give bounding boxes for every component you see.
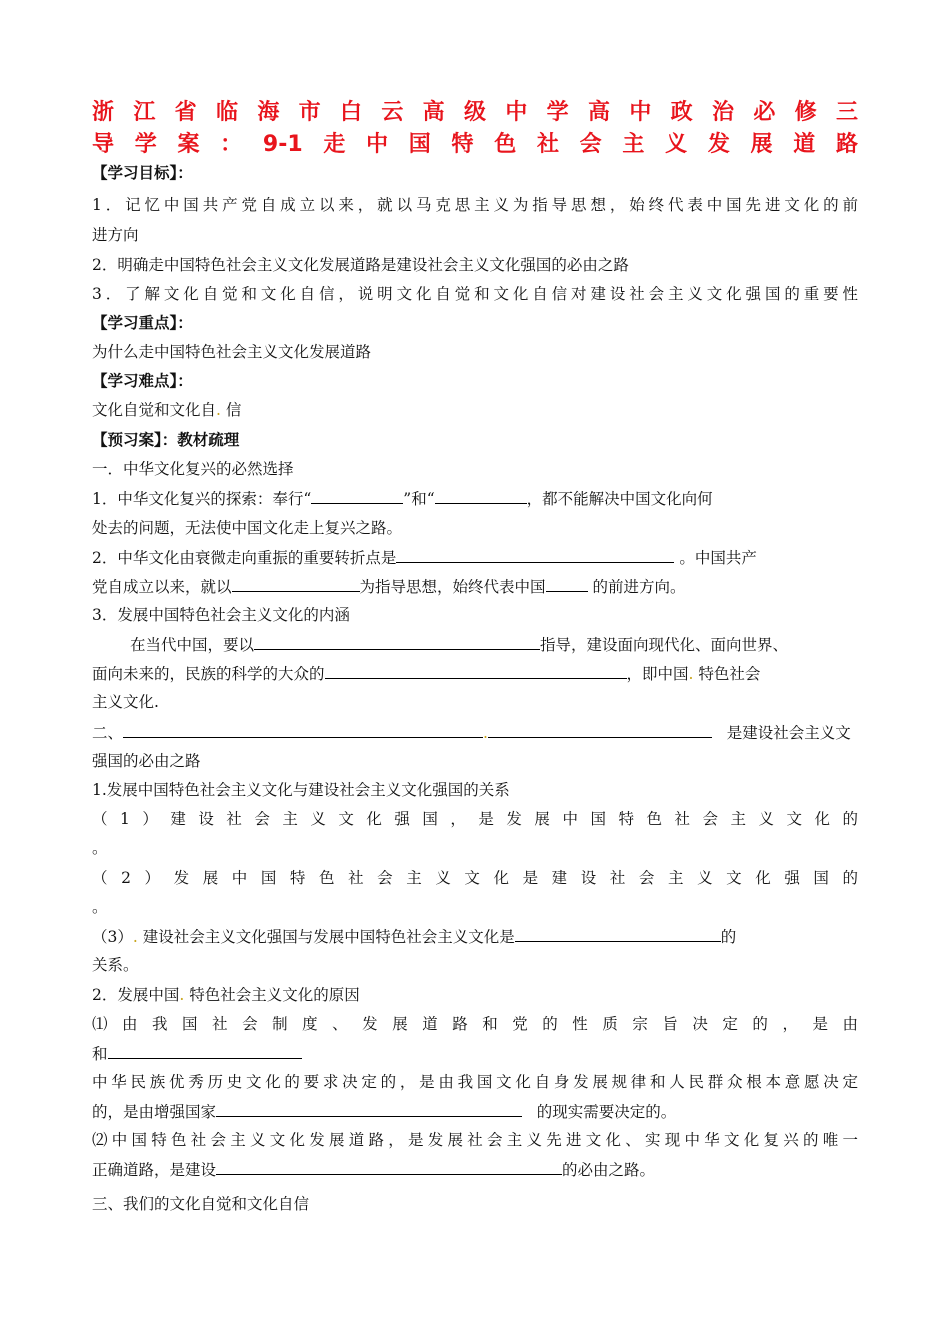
s2-item-1-3-cont: 关系。 [92, 956, 139, 974]
s2-item-2-1-line-3: 中华民族优秀历史文化的要求决定的，是由我国文化自身发展规律和人民群众根本意愿决定 [92, 1073, 858, 1091]
section-3-title: 三、我们的文化自觉和文化自信 [92, 1195, 310, 1213]
s2-item-2-2-text-c: 的必由之路。 [562, 1161, 656, 1179]
s1-item-3-line-1 [130, 634, 788, 655]
s1-item-3-line-3: 主义文化. [92, 693, 159, 711]
s1-item-2 [92, 547, 757, 568]
section-1-title: 一．中华文化复兴的必然选择 [92, 460, 294, 478]
s1-item-2-cont [92, 576, 685, 597]
s2-item-2-text-a: 2．发展中国 [92, 986, 180, 1004]
s2-item-1-3-text-b: 建设社会主义文化强国与发展中国特色社会主义文化是 [142, 928, 515, 946]
blank-field[interactable] [325, 663, 627, 679]
s1-item-3-text-b: 指导，建设面向现代化、面向世界、 [540, 636, 789, 654]
s2-item-1-3-text-a: （3） [92, 928, 133, 946]
stray-dot: . [132, 928, 138, 946]
s2-item-1-1: （1）建设社会主义文化强国，是发展中国特色社会主义文化的 [92, 810, 858, 828]
s1-item-2-text-b: 。中国共产 [679, 549, 757, 567]
s1-item-3-line-2 [92, 663, 760, 684]
s2-item-2-1-text-d: 的，是由增强国家 [92, 1103, 217, 1121]
stray-dot: . [216, 401, 221, 419]
s1-item-2-text-e: 的前进方向。 [592, 578, 686, 596]
blank-field[interactable] [311, 488, 403, 504]
section-2-prefix: 二、 [92, 724, 124, 742]
s1-item-1-text-c: ，都不能解决中国文化向何 [526, 490, 713, 508]
preview-header: 【预习案】：教材疏理 [92, 431, 240, 449]
stray-dot: . [179, 986, 185, 1004]
key-points-header: 【学习重点】： [92, 314, 193, 332]
section-2-text-b: 是建设社会主义文 [726, 724, 851, 742]
blank-field[interactable] [546, 576, 588, 592]
blank-field[interactable] [216, 1101, 522, 1117]
s2-item-1-2: （2）发展中国特色社会主义文化是建设社会主义文化强国的 [92, 869, 858, 887]
goal-item-3: 3．了解文化自觉和文化自信，说明文化自觉和文化自信对建设社会主义文化强国的重要性 [92, 285, 858, 303]
difficult-points-text [92, 400, 241, 420]
s1-item-1-text-a: 1．中华文化复兴的探索：奉行“ [92, 490, 312, 508]
key-points-text: 为什么走中国特色社会主义文化发展道路 [92, 343, 372, 361]
s2-item-1-1-end: 。 [92, 839, 108, 857]
s2-item-1-2-end: 。 [92, 898, 108, 916]
s1-item-3-text-a: 在当代中国，要以 [130, 636, 255, 654]
difficult-points-header: 【学习难点】： [92, 372, 193, 390]
s2-item-2-text-b: 特色社会主义文化的原因 [189, 986, 360, 1004]
s2-item-2-1-line-4 [92, 1101, 676, 1122]
difficult-text-b: 信 [225, 401, 242, 419]
s1-item-2-text-d: 为指导思想，始终代表中国 [359, 578, 546, 596]
s1-item-1-cont: 处去的问题，无法使中国文化走上复兴之路。 [92, 519, 403, 537]
blank-field[interactable] [232, 576, 360, 592]
section-2-title [92, 722, 851, 743]
difficult-text-a: 文化自觉和文化自 [92, 401, 217, 419]
s2-item-2-1: ⑴由我国社会制度、发展道路和党的性质宗旨决定的，是由 [92, 1015, 858, 1033]
s2-item-1-title: 1.发展中国特色社会主义文化与建设社会主义文化强国的关系 [92, 781, 510, 799]
goal-item-1-cont: 进方向 [92, 226, 139, 244]
doc-title-line-1: 浙江省临海市白云高级中学高中政治必修三 [92, 100, 858, 125]
blank-field[interactable] [435, 488, 527, 504]
blank-field[interactable] [515, 926, 721, 942]
s1-item-1 [92, 488, 713, 509]
goal-item-1: 1．记忆中国共产党自成立以来，就以马克思主义为指导思想，始终代表中国先进文化的前 [92, 196, 858, 214]
s1-item-3-text-d: ，即中国 [626, 665, 689, 683]
s2-item-2-1-text-b: 和 [92, 1045, 108, 1063]
s2-item-2-1-line-2 [92, 1043, 302, 1064]
s2-item-2-1-text-e: 的现实需要决定的。 [536, 1103, 677, 1121]
s1-item-3-text-c: 面向未来的，民族的科学的大众的 [92, 665, 325, 683]
blank-field[interactable] [108, 1043, 302, 1059]
s1-item-1-text-b: ”和“ [403, 490, 435, 508]
s2-item-1-3-text-c: 的 [720, 928, 737, 946]
stray-dot: . [483, 724, 488, 742]
stray-dot: . [688, 665, 694, 683]
goal-item-2: 2．明确走中国特色社会主义文化发展道路是建设社会主义文化强国的必由之路 [92, 256, 629, 274]
s2-item-2-2-line-2 [92, 1159, 655, 1180]
blank-field[interactable] [254, 634, 540, 650]
s1-item-2-text-c: 党自成立以来，就以 [92, 578, 232, 596]
blank-field[interactable] [396, 547, 674, 563]
goals-header: 【学习目标】： [92, 164, 193, 182]
blank-field[interactable] [216, 1159, 562, 1175]
section-2-title-cont: 强国的必由之路 [92, 752, 201, 770]
blank-field[interactable] [123, 722, 483, 738]
blank-field[interactable] [488, 722, 712, 738]
s2-item-2-2-text-b: 正确道路，是建设 [92, 1161, 217, 1179]
s1-item-3-title: 3．发展中国特色社会主义文化的内涵 [92, 606, 350, 624]
s2-item-2-title [92, 985, 360, 1005]
s1-item-2-text-a: 2．中华文化由衰微走向重振的重要转折点是 [92, 549, 397, 567]
s2-item-1-3 [92, 926, 736, 947]
s1-item-3-text-e: 特色社会 [698, 665, 761, 683]
s2-item-2-2: ⑵中国特色社会主义文化发展道路，是发展社会主义先进文化、实现中华文化复兴的唯一 [92, 1131, 858, 1149]
doc-title-line-2: 导学案：9-1走中国特色社会主义发展道路 [92, 132, 858, 157]
